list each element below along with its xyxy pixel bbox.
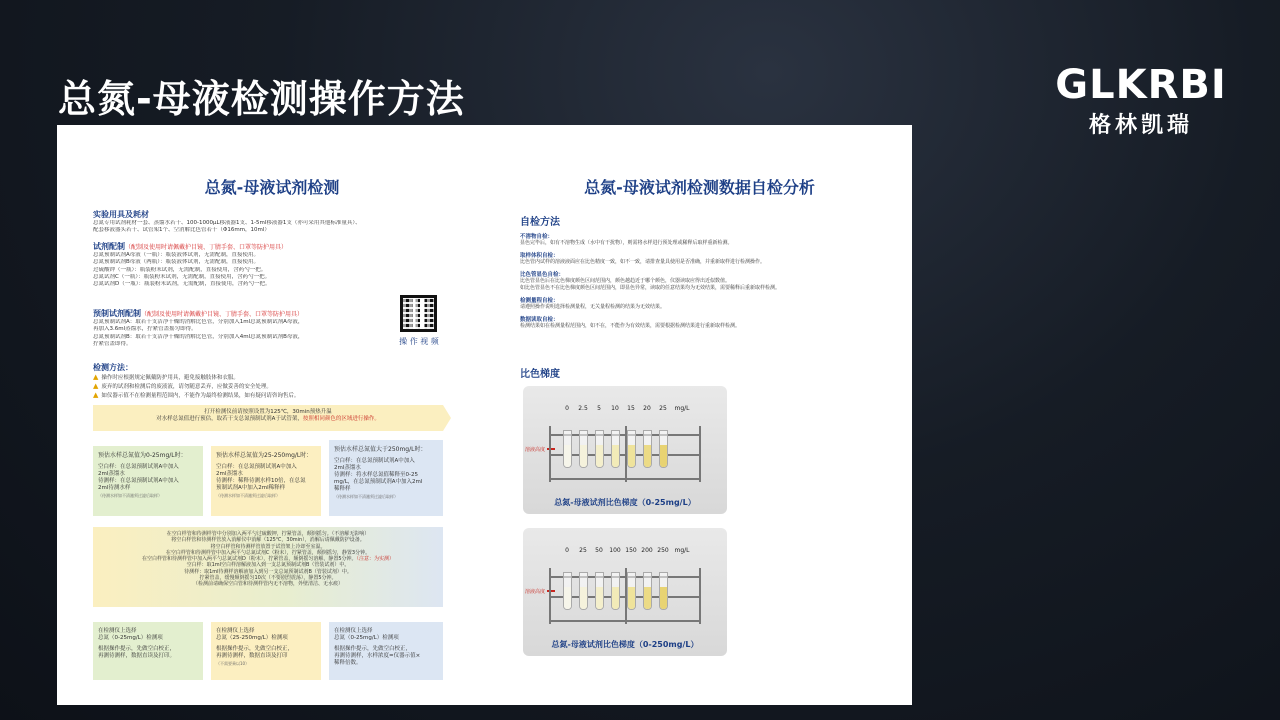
box-line: 2ml蒸馏水 (216, 471, 243, 477)
scale-label: 250 (657, 547, 669, 554)
box-line: 再测待测样，数据直读及打印 (216, 653, 288, 659)
test-tube (563, 430, 572, 468)
flow-line: 拧紧管盖，缓慢颠倒摇匀10次（不要剧烈震荡），静置5分钟。 (199, 575, 337, 582)
rack-leg (699, 568, 701, 624)
text-line: 过硫酸钾（一瓶）：瓶装粉末试剂，无需配制，直接使用，含药勺一把。 (93, 266, 267, 273)
box-line: 总氮（0-25mg/L）检测项 (334, 635, 399, 641)
box-heading: 预估水样总氮值大于250mg/L时： (334, 446, 427, 453)
box-line: 2ml蒸馏水 (334, 465, 361, 471)
tube-liquid (580, 445, 587, 467)
box-line: 待测样：在总氮预制试剂A中加入 (98, 478, 179, 484)
test-tube (611, 572, 620, 610)
text-line: 总氮预制试剂A母液（一瓶）：瓶装液体试剂，无需配制，直接使用。 (93, 252, 260, 258)
check-item-heading: 数据读取自检： (520, 317, 559, 323)
box-line: mg/L，在总氮预制试剂A中加入2ml (334, 479, 423, 485)
liquid-height-marker: 溶液高度 (525, 447, 546, 453)
box-heading: 预估水样总氮值为0-25mg/L时： (98, 452, 187, 459)
brand-logo (1046, 64, 1236, 139)
box-line: 总氮（0-25mg/L）检测项 (98, 635, 163, 641)
check-item-text: 显色完毕后，如有不溶物生成（水中有干扰物），则需将水样进行预处理或稀释后取样重新检测。 (520, 240, 733, 246)
text-line: 总氮预制试剂B母液（两瓶）：瓶装液体试剂，无需配制，直接使用。 (93, 259, 260, 266)
scale-labels (559, 547, 709, 554)
flow-step-preheat (93, 405, 443, 431)
right-title: 总氮-母液试剂检测数据自检分析 (584, 178, 815, 197)
test-tube (659, 572, 668, 610)
tube-liquid (628, 445, 635, 467)
scale-label: 10 (611, 405, 619, 412)
warning-text: 操作时应根据规定佩戴防护用具，避免接触肢体和衣服。 (101, 375, 239, 381)
flow-line: 将空白样管和待测样管放入消解仪中消解（125℃，30min），消解后请佩戴防护设备。 (171, 537, 365, 544)
section-heading: 检测方法： (93, 363, 133, 372)
rack-leg (549, 426, 551, 482)
color-gradient-photo-low (523, 386, 727, 514)
text-line: 再加入3.6ml蒸馏水，拧紧管盖摇匀即得。 (93, 326, 197, 333)
test-tube (627, 572, 636, 610)
check-item-heading: 取样体积自检： (520, 253, 559, 259)
flow-line: 待测样：取1ml待测样溶解液加入到另一支总氮预制试剂B（管装试剂）中。 (184, 568, 352, 575)
check-item-text: 检测结果如在检测量程范围内，如不在，不能作为有效结果，需要根据检测结果进行重新取样检测。 (520, 323, 741, 329)
self-check-heading: 自检方法 (520, 217, 560, 228)
qr-label: 操 作 视 频 (399, 337, 439, 346)
flow-text: 打开检测仪前请按照设置为125℃，30min预热升温 (204, 409, 332, 415)
warning-item (93, 373, 393, 382)
test-tube (579, 572, 588, 610)
box-line: 根据操作提示，先做空白校正， (216, 646, 294, 652)
safety-warning: （配制及使用时请佩戴护目镜、丁腈手套、口罩等防护用具） (141, 311, 304, 318)
scale-unit: mg/L (674, 547, 690, 554)
safety-warning: （配制及使用时请佩戴护目镜、丁腈手套、口罩等防护用具） (125, 244, 288, 251)
box-line: 稀释样 (334, 486, 351, 492)
check-item-text: 请遵照操作说明选择检测量程，无关量程检测的结果为无效结果。 (520, 304, 666, 310)
result-box-low (93, 622, 203, 680)
scale-label: 25 (579, 547, 587, 554)
liquid-height-marker: 溶液高度 (525, 589, 546, 595)
text-line: 总氮预制试剂B：取若干支洁净干燥的消解比色管，分别加入4ml总氮预制试剂B母液， (93, 333, 304, 340)
rack-leg (699, 426, 701, 482)
check-item-text: 如比色管显色不在比色梯度颜色区间范围内，即显色异常，读取的任意结果均为无效结果，需要稀释后重新取样检测。 (520, 285, 781, 291)
box-heading: 预估水样总氮值为25-250mg/L时： (216, 452, 313, 459)
section-premade-prep (93, 308, 393, 348)
box-line: 待测样：稀释待测水样10倍，在总氮 (216, 478, 306, 484)
box-note: （待测水样如不清澈须过滤后取样） (98, 493, 162, 498)
check-item-text: 比色管显色后在比色梯度颜色区间范围内，颜色越趋近于哪个颜色，仪器读取应得出近似数值。 (520, 278, 731, 284)
section-method (93, 362, 393, 400)
text-line: 总氮专用试剂耗材一套、蒸馏水若干、100-1000μL移液器1支、1-5ml移液器1支（亦可采用其他标准量具）、 (93, 220, 361, 226)
left-title: 总氮-母液试剂检测 (204, 178, 340, 197)
box-line: 再测待测样，数据直读及打印。 (98, 653, 176, 659)
tube-liquid (596, 587, 603, 609)
photo-caption: 总氮-母液试剂比色梯度（0-250mg/L） (551, 640, 699, 649)
box-line: 根据操作提示，先做空白校正， (334, 646, 412, 652)
box-note: （待测水样如不清澈须过滤后取样） (334, 494, 398, 499)
warning-item (93, 391, 393, 400)
warning-icon: ▲ (93, 391, 99, 399)
box-line: 总氮（25-250mg/L）检测项 (216, 635, 288, 641)
test-tube (627, 430, 636, 468)
document-panel (57, 125, 912, 705)
scale-label: 50 (595, 547, 603, 554)
box-line: 2ml待测水样 (98, 485, 131, 491)
box-line: 在检测仪上选择 (98, 628, 137, 634)
test-tube (595, 572, 604, 610)
section-heading (93, 241, 423, 252)
gradient-heading-text: 比色梯度 (520, 369, 560, 380)
test-tube (643, 430, 652, 468)
flow-highlight: 按照相同颜色的区域进行操作。 (302, 416, 380, 422)
heading-text: 预制试剂配制 (93, 309, 141, 318)
box-line: 待测样：将水样总氮值稀释至0-25 (334, 472, 418, 478)
scale-label: 2.5 (578, 405, 588, 412)
box-line: 空白样：在总氮预制试剂A中加入 (334, 458, 415, 464)
scale-label: 100 (609, 547, 621, 554)
text-line: 总氮试剂D（一瓶）：瓶装粉末试剂，无需配制，直接使用，含药勺一把。 (93, 281, 271, 288)
section-heading: 实验用具及耗材 (93, 210, 149, 219)
scale-labels (559, 405, 709, 412)
section-heading (93, 308, 393, 319)
text-line: 总氮预制试剂A：取若干支洁净干燥的消解比色管，分别加入1ml总氮预制试剂A母液， (93, 319, 304, 325)
warning-icon: ▲ (93, 373, 99, 381)
logo-subtitle: 格林凯瑞 (1088, 113, 1193, 138)
check-item-heading: 不溶物自检： (520, 234, 554, 240)
flow-line: 在空白样管和待测样管中加入两平勺总氮试剂C（粉末），拧紧管盖，颠倒摇匀，静置3分钟。 (165, 549, 371, 556)
warning-icon: ▲ (93, 382, 99, 390)
flow-line: 在空白样管和待测样管中分别加入两平勺过硫酸钾，拧紧管盖，颠倒摇匀。（不溶解无影响） (166, 531, 370, 537)
scale-label: 200 (641, 547, 653, 554)
check-item-heading: 检测量程自检： (520, 298, 559, 304)
qr-code[interactable] (400, 295, 437, 332)
check-item-heading: 比色管显色自检： (520, 272, 565, 278)
test-tube (563, 572, 572, 610)
box-note: （待测水样如不清澈须过滤后取样） (216, 493, 280, 498)
flow-line: 将空白样管和待测样管放置于试管架上冷却至室温。 (210, 543, 326, 550)
text-line: 配套移液器头若干、试管架1个、空消解比色管若干（Φ16mm，10ml） (93, 227, 270, 234)
tube-liquid (660, 587, 667, 609)
tube-liquid (564, 587, 571, 609)
scale-unit: mg/L (674, 405, 690, 412)
tube-liquid (612, 587, 619, 609)
flow-line: （检测前请确保空白管和待测样管内无不溶物，外壁清洁、无水痕） (192, 581, 343, 588)
tube-liquid (628, 587, 635, 609)
box-line: 根据操作提示，先做空白校正， (98, 646, 176, 652)
scale-label: 15 (627, 405, 635, 412)
text-line: 拧紧管盖即得。 (93, 340, 132, 347)
box-line: 空白样：在总氮预制试剂A中加入 (98, 464, 179, 470)
box-line: 在检测仪上选择 (334, 628, 373, 634)
scale-label: 5 (597, 405, 601, 412)
range-box-mid (211, 446, 321, 516)
tube-liquid (644, 587, 651, 609)
warning-item (93, 382, 393, 391)
range-box-high (329, 440, 443, 516)
test-tube (611, 430, 620, 468)
box-line: 在检测仪上选择 (216, 628, 255, 634)
test-tube (659, 430, 668, 468)
flow-highlight: （注意：为实测） (356, 556, 395, 563)
flow-line: 空白样：取1ml空白样溶解液加入到一支总氮预制试剂B（管装试剂）中。 (186, 562, 350, 569)
heading-text: 试剂配制 (93, 242, 125, 251)
color-gradient-photo-high (523, 528, 727, 656)
scale-label: 25 (659, 405, 667, 412)
scale-label: 20 (643, 405, 651, 412)
box-line: 空白样：在总氮预制试剂A中加入 (216, 464, 297, 470)
flow-step-digestion (93, 527, 443, 607)
flow-text-part: 在空白样管和待测样管中加入两平勺总氮试剂D（粉末），拧紧管盖，颠倒摇匀溶解，静置5分钟。 (141, 556, 357, 563)
box-line: 预制试剂A中加入2ml稀释样 (216, 485, 286, 491)
warning-text: 如仪器示值不在检测量程范围内，不能作为最终检测结果，如有疑问请咨询售后。 (101, 393, 300, 399)
scale-label: 150 (625, 547, 637, 554)
photo-caption: 总氮-母液试剂比色梯度（0-25mg/L） (554, 498, 696, 507)
self-check-section (520, 213, 880, 330)
tube-liquid (580, 587, 587, 609)
scale-label: 0 (565, 547, 569, 554)
tube-liquid (612, 445, 619, 467)
flow-arrow (443, 405, 451, 431)
scale-label: 0 (565, 405, 569, 412)
gradient-heading (520, 365, 880, 380)
tube-rack (549, 428, 701, 482)
tube-liquid (644, 445, 651, 467)
warning-text: 废弃的试剂和检测后的废液液，请勿随意丢弃，应做妥善的安全处理。 (101, 384, 272, 390)
test-tube (643, 572, 652, 610)
tube-liquid (564, 445, 571, 467)
box-note: （不需要乘以10） (216, 661, 250, 666)
box-line: 再测待测样，水样浓度=仪器示值× (334, 653, 421, 659)
text-line: 总氮试剂C（一瓶）：瓶装粉末试剂，无需配制，直接使用，含药勺一把。 (93, 273, 271, 280)
logo-mark: GLKRBI (1055, 62, 1227, 108)
section-reagent-prep (93, 241, 423, 288)
result-box-high (329, 622, 443, 680)
check-item-text: 比色管内试样的溶液液面应在比色精度一致，如不一致，请排查量具使用是否准确，并重新取样进行检测操作。 (520, 259, 766, 265)
range-box-low (93, 446, 203, 516)
tube-rack (549, 570, 701, 624)
flow-text-part: 对水样总氮值进行预估，取若干支总氮预制试剂A于试管架， (156, 416, 303, 422)
section-materials (93, 209, 393, 235)
box-line: 稀释倍数。 (334, 660, 362, 666)
test-tube (595, 430, 604, 468)
rack-leg (549, 568, 551, 624)
result-box-mid (211, 622, 321, 680)
tube-liquid (660, 445, 667, 467)
box-line: 2ml蒸馏水 (98, 471, 125, 477)
flow-text (93, 416, 443, 423)
slide-title: 总氮-母液检测操作方法 (58, 77, 465, 121)
test-tube (579, 430, 588, 468)
tube-liquid (596, 445, 603, 467)
